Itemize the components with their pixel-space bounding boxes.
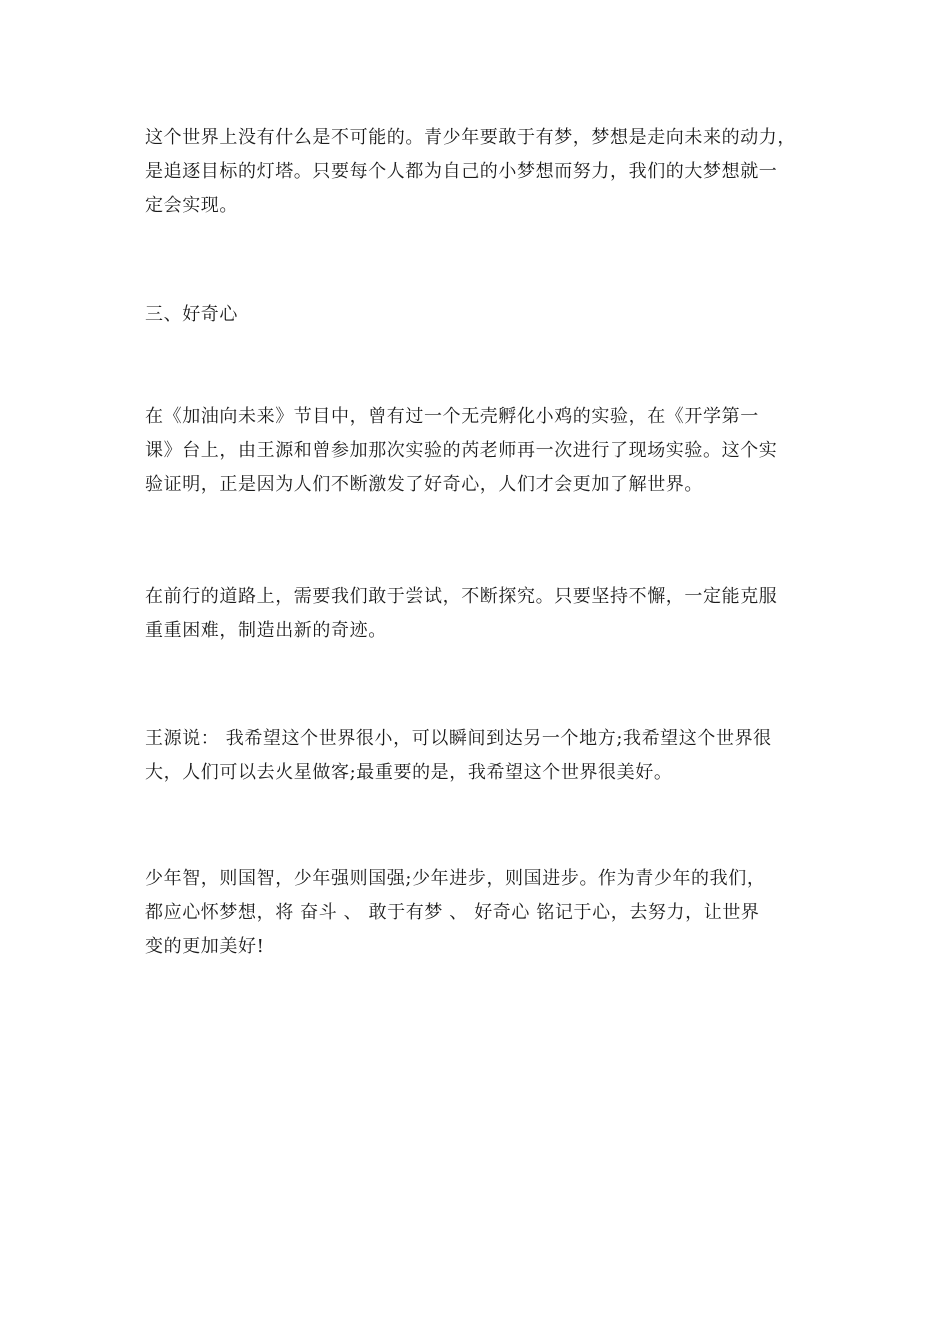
paragraph-dreams [145, 121, 805, 223]
text-line: 变的更加美好! [145, 936, 265, 957]
text-line: 王源说： 我希望这个世界很小，可以瞬间到达另一个地方;我希望这个世界很 [145, 728, 772, 749]
text-line: 大，人们可以去火星做客;最重要的是，我希望这个世界很美好。 [145, 762, 673, 783]
text-line: 这个世界上没有什么是不可能的。青少年要敢于有梦，梦想是走向未来的动力， [145, 127, 796, 148]
text-line: 定会实现。 [145, 195, 238, 216]
text-line: 都应心怀梦想，将 奋斗 、 敢于有梦 、 好奇心 铭记于心，去努力，让世界 [145, 902, 760, 923]
paragraph-experiment [145, 400, 805, 502]
text-line: 在《加油向未来》节目中，曾有过一个无壳孵化小鸡的实验，在《开学第一 [145, 406, 759, 427]
text-line: 重重困难，制造出新的奇迹。 [145, 620, 387, 641]
text-line: 课》台上，由王源和曾参加那次实验的芮老师再一次进行了现场实验。这个实 [145, 440, 778, 461]
text-line: 验证明，正是因为人们不断激发了好奇心，人们才会更加了解世界。 [145, 474, 703, 495]
paragraph-conclusion [145, 862, 805, 964]
text-line: 少年智，则国智，少年强则国强;少年进步，则国进步。作为青少年的我们， [145, 868, 766, 889]
text-line: 是追逐目标的灯塔。只要每个人都为自己的小梦想而努力，我们的大梦想就一 [145, 161, 778, 182]
paragraph-explore [145, 580, 805, 648]
heading-text: 三、好奇心 [145, 304, 238, 325]
section-heading-curiosity [145, 298, 805, 332]
text-line: 在前行的道路上，需要我们敢于尝试，不断探究。只要坚持不懈，一定能克服 [145, 586, 778, 607]
paragraph-quote [145, 722, 805, 790]
